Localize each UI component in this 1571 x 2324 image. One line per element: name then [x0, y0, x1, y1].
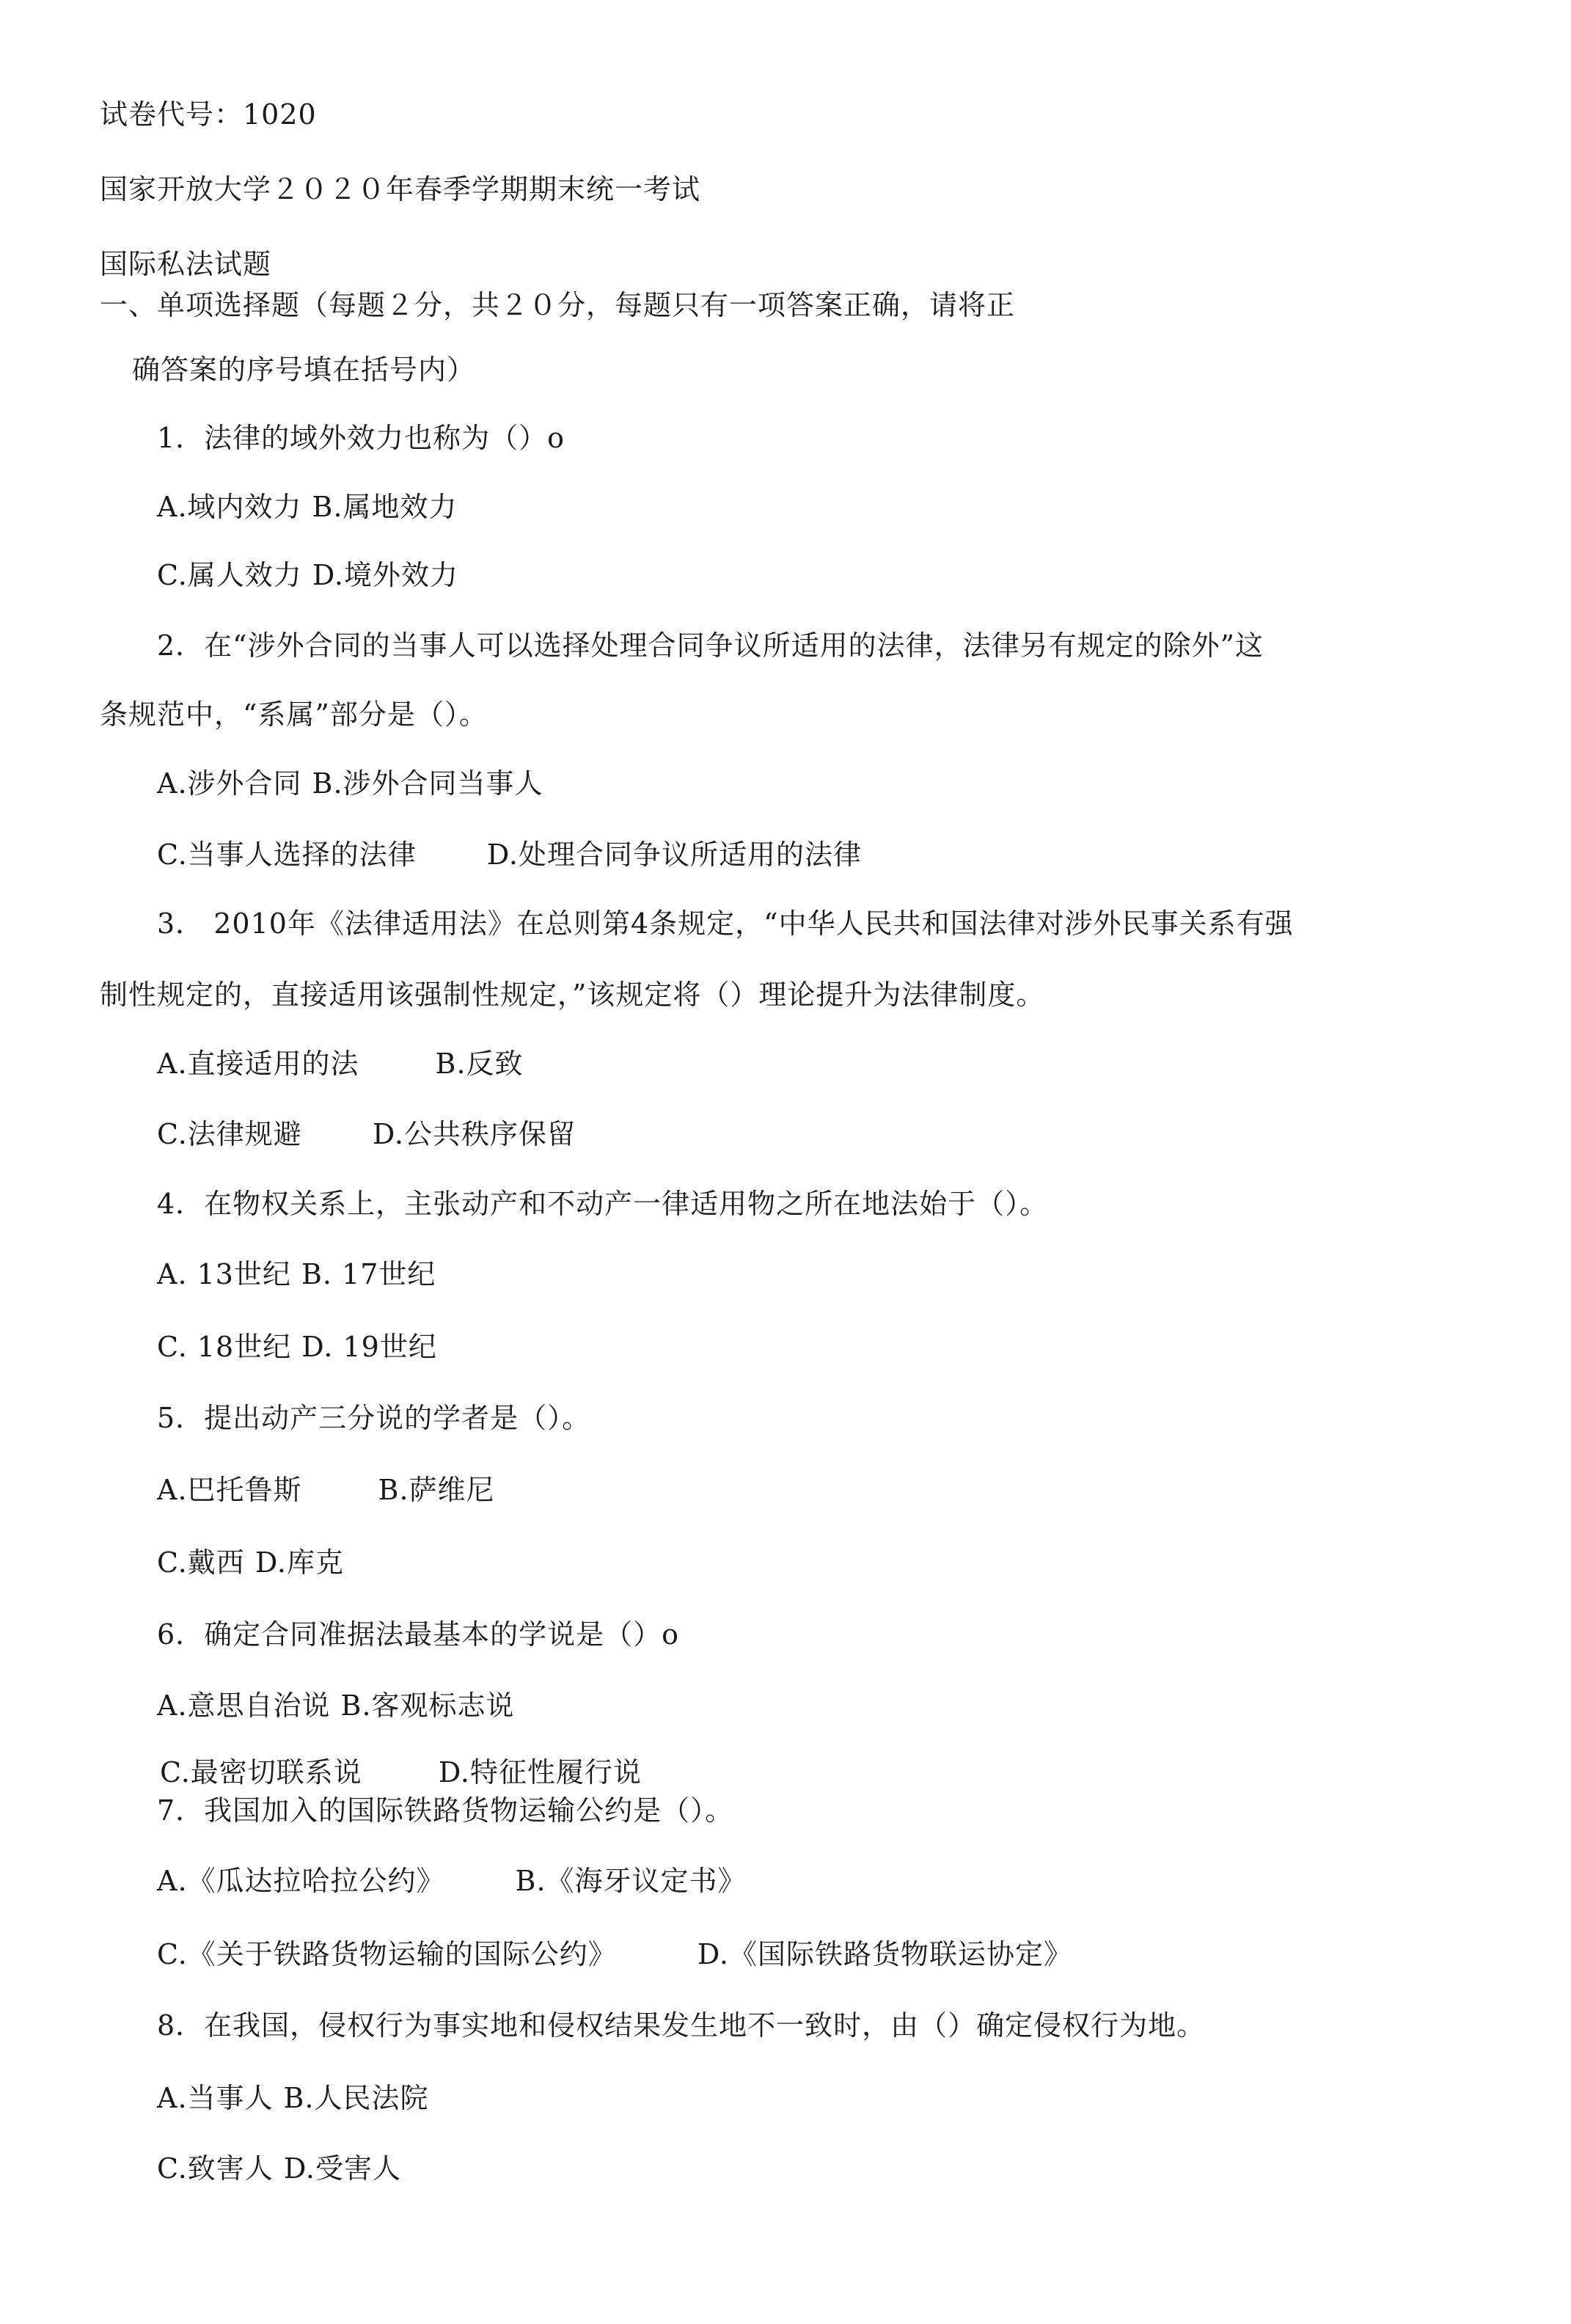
- option-a: A. 13世纪: [157, 1258, 291, 1290]
- option-c: C.当事人选择的法律: [157, 838, 417, 871]
- question-7-options-row-2: [157, 1937, 1072, 1972]
- option-d: D.特征性履行说: [438, 1756, 642, 1788]
- question-2-options-row-1: [157, 766, 543, 801]
- question-4-stem: 4．在物权关系上，主张动产和不动产一律适用物之所在地法始于（）。: [157, 1188, 1049, 1220]
- option-d: D.境外效力: [312, 559, 459, 591]
- question-1-stem: 1．法律的域外效力也称为（）o: [157, 422, 565, 454]
- question-8-options-row-1: [157, 2080, 429, 2116]
- option-a: A.当事人: [157, 2082, 274, 2114]
- option-b: B.萨维尼: [378, 1474, 495, 1506]
- question-3-stem-line-2: 制性规定的，直接适用该强制性规定，”该规定将（）理论提升为法律制度。: [100, 979, 1045, 1011]
- option-b: B.客观标志说: [340, 1689, 515, 1722]
- question-7-options-row-1: [157, 1863, 747, 1899]
- option-c: C.最密切联系说: [160, 1756, 362, 1788]
- question-3-options-row-1: [157, 1046, 524, 1081]
- option-a: A.巴托鲁斯: [157, 1474, 302, 1506]
- section-heading-line-1: 一、单项选择题（每题２分，共２０分，每题只有一项答案正确，请将正: [100, 289, 1016, 321]
- option-a: A.直接适用的法: [157, 1048, 359, 1080]
- question-1-options-row-1: [157, 489, 458, 525]
- option-c: C.戴西: [157, 1546, 245, 1579]
- option-c: C.法律规避: [157, 1118, 302, 1150]
- question-2-stem-line-2: 条规范中，“系属”部分是（）。: [100, 698, 488, 731]
- option-c: C.属人效力: [157, 559, 302, 591]
- option-b: B.《海牙议定书》: [515, 1865, 747, 1897]
- question-6-options-row-2: [160, 1755, 642, 1790]
- question-3-stem-line-1: 3． 2010年《法律适用法》在总则第4条规定，“中华人民共和国法律对涉外民事关系有强: [157, 907, 1294, 940]
- question-6-options-row-1: [157, 1688, 515, 1723]
- option-d: D.处理合同争议所适用的法律: [486, 838, 863, 871]
- exam-title: 国家开放大学２０２０年春季学期期末统一考试: [100, 173, 701, 205]
- section-heading-line-2: 确答案的序号填在括号内）: [132, 354, 476, 386]
- option-c: C. 18世纪: [157, 1331, 292, 1363]
- option-a: A.《瓜达拉哈拉公约》: [157, 1865, 445, 1897]
- option-b: B.人民法院: [283, 2082, 429, 2114]
- question-5-options-row-1: [157, 1472, 495, 1508]
- question-5-options-row-2: [157, 1545, 344, 1580]
- option-a: A.涉外合同: [157, 767, 302, 800]
- option-d: D.受害人: [283, 2152, 402, 2185]
- option-b: B.属地效力: [312, 491, 458, 523]
- question-4-options-row-1: [157, 1257, 436, 1292]
- option-a: A.域内效力: [157, 491, 302, 523]
- question-6-stem: 6．确定合同准据法最基本的学说是（）o: [157, 1618, 680, 1651]
- question-1-options-row-2: [157, 558, 458, 593]
- option-d: D.《国际铁路货物联运协定》: [697, 1938, 1073, 1970]
- question-2-options-row-2: [157, 837, 862, 872]
- question-5-stem: 5．提出动产三分说的学者是（）。: [157, 1402, 591, 1434]
- option-d: D.库克: [254, 1546, 345, 1579]
- option-d: D. 19世纪: [301, 1331, 437, 1363]
- question-4-options-row-2: [157, 1329, 437, 1364]
- question-8-options-row-2: [157, 2151, 401, 2186]
- option-c: C.致害人: [157, 2152, 274, 2185]
- option-d: D.公共秩序保留: [372, 1118, 576, 1150]
- question-2-stem-line-1: 2．在“涉外合同的当事人可以选择处理合同争议所适用的法律，法律另有规定的除外”这: [157, 629, 1264, 662]
- option-b: B.反致: [435, 1048, 524, 1080]
- question-7-stem: 7．我国加入的国际铁路货物运输公约是（）。: [157, 1794, 734, 1827]
- option-c: C.《关于铁路货物运输的国际公约》: [157, 1938, 617, 1970]
- option-a: A.意思自治说: [157, 1689, 331, 1722]
- question-3-options-row-2: [157, 1117, 576, 1152]
- option-b: B.涉外合同当事人: [312, 767, 543, 800]
- question-8-stem: 8．在我国，侵权行为事实地和侵权结果发生地不一致时，由（）确定侵权行为地。: [157, 2009, 1206, 2042]
- paper-code: 试卷代号：1020: [100, 98, 317, 131]
- subject-title: 国际私法试题: [100, 248, 272, 280]
- option-b: B. 17世纪: [301, 1258, 436, 1290]
